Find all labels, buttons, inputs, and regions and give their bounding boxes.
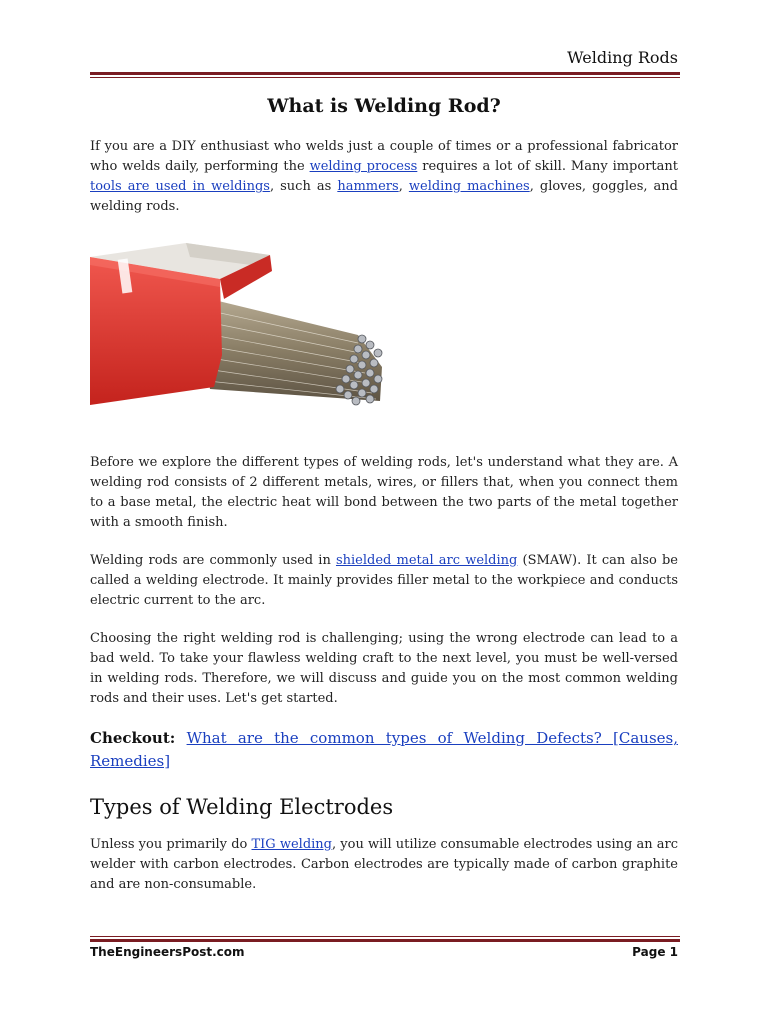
intro-paragraph: If you are a DIY enthusiast who welds just a couple of times or a professional fabricator who welds daily, performing the welding process requires a lot of skill. Many important tools are used in weldings, such as hammers, welding machines, gloves, goggles, and welding rods. xyxy=(90,139,678,214)
hammers-link[interactable]: hammers xyxy=(337,179,399,194)
welding-defects-link[interactable]: What are the common types of Welding Defects? [Causes, Remedies] xyxy=(90,729,678,770)
definition-paragraph: Before we explore the different types of welding rods, let's understand what they are. A welding rod consists of 2 different metals, wires, or fillers that, when you connect them to a base metal, the electric heat will bond between the two parts of the metal together with a smooth finish. xyxy=(90,455,678,530)
welding-machines-link[interactable]: welding machines xyxy=(408,179,530,194)
header-title: Welding Rods xyxy=(567,48,678,67)
page-title: What is Welding Rod? xyxy=(267,95,501,117)
header-rule xyxy=(90,72,680,78)
tig-welding-link[interactable]: TIG welding xyxy=(251,837,333,852)
page-content xyxy=(90,90,678,913)
section-heading: Types of Welding Electrodes xyxy=(90,795,394,819)
footer-page-number: Page 1 xyxy=(632,945,678,959)
tools-link[interactable]: tools are used in weldings xyxy=(90,179,270,194)
welding-rods-illustration xyxy=(90,235,384,431)
footer-site: TheEngineersPost.com xyxy=(90,945,245,959)
checkout-label: Checkout xyxy=(90,729,170,747)
smaw-link[interactable]: shielded metal arc welding xyxy=(335,553,518,568)
footer-rule xyxy=(90,936,680,942)
rod-bundle xyxy=(202,297,382,405)
welding-process-link[interactable]: welding process xyxy=(309,159,418,174)
electrodes-paragraph: Unless you primarily do TIG welding, you will utilize consumable electrodes using an arc welder with carbon electrodes. Carbon electrodes are typically made of carbon graphite and are non-consumable. xyxy=(90,837,678,892)
welding-rods-photo xyxy=(90,235,384,431)
smaw-paragraph: Welding rods are commonly used in shielded metal arc welding (SMAW). It can also be called a welding electrode. It mainly provides filler metal to the workpiece and conducts electric current to the arc. xyxy=(90,553,678,608)
choosing-paragraph: Choosing the right welding rod is challenging; using the wrong electrode can lead to a bad weld. To take your flawless welding craft to the next level, you must be well-versed in welding rods. Therefore, we will discuss and guide you on the most common welding rods and their uses. Let's get started. xyxy=(90,631,678,706)
checkout-callout: Checkout: What are the common types of Welding Defects? [Causes, Remedies] xyxy=(90,729,678,770)
